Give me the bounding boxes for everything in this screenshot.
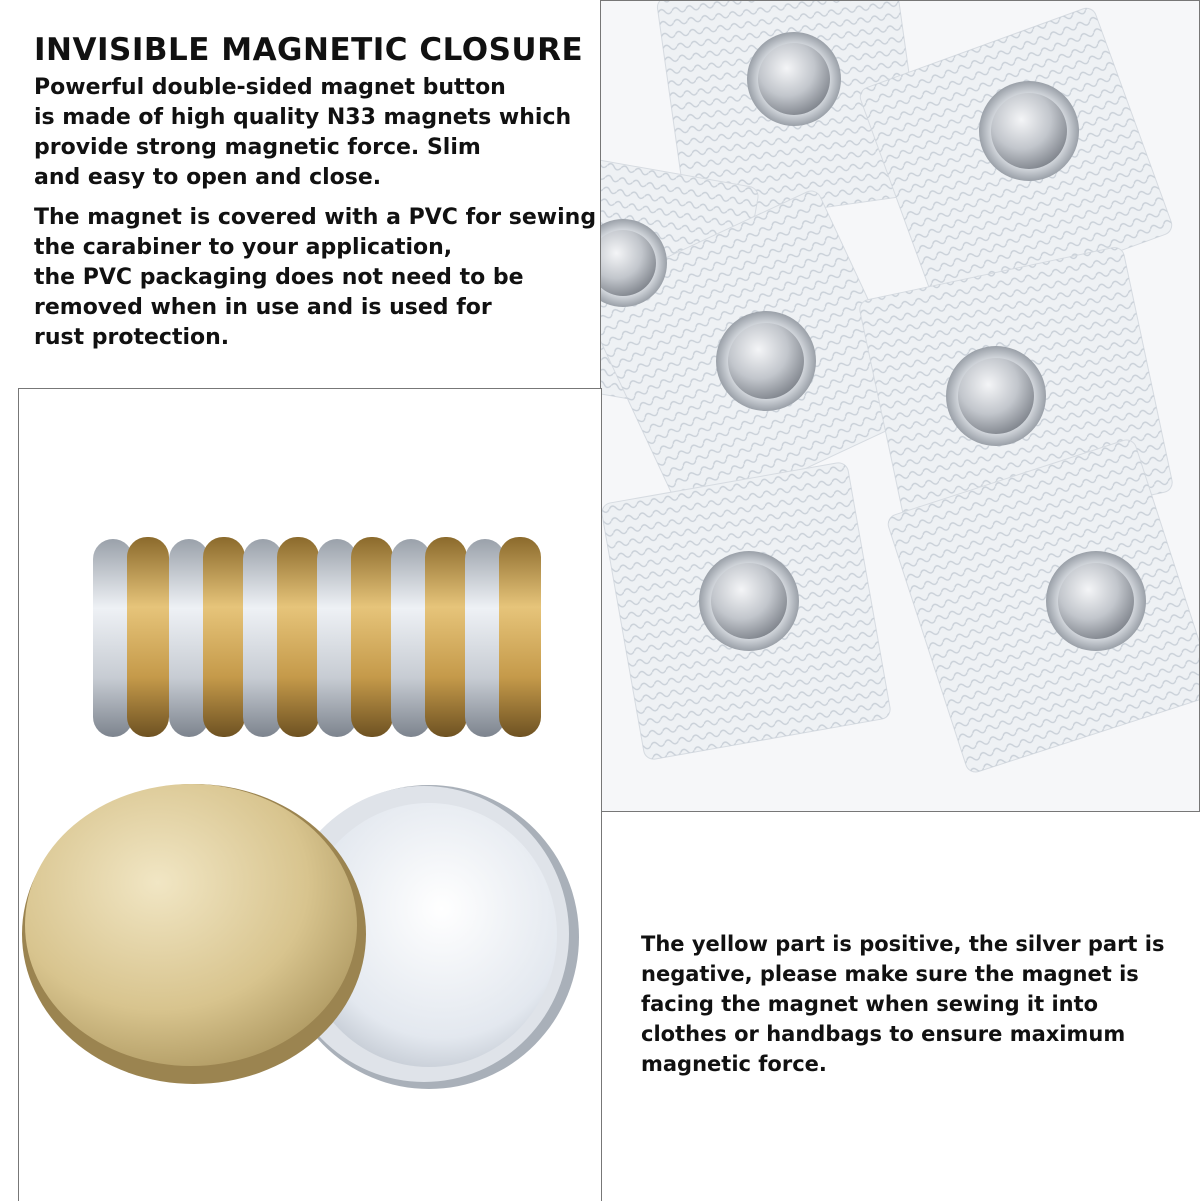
steel-disc [747, 32, 841, 126]
magnet-button-side [93, 537, 169, 737]
steel-disc [946, 346, 1046, 446]
magnet-button-side [465, 537, 541, 737]
steel-disc [979, 81, 1079, 181]
magnet-button-side [391, 537, 467, 737]
polarity-note: The yellow part is positive, the silver part is negative, please make sure the magnet is facing the magnet when sewing it into clothes or handbags to ensure maximum magnetic force. [641, 932, 1165, 1076]
headline: INVISIBLE MAGNETIC CLOSURE [34, 32, 584, 68]
steel-disc [1046, 551, 1146, 651]
description-paragraph-2: The magnet is covered with a PVC for sewing the carabiner to your application, the PVC packaging does not need to be removed when in use and is used for rust protection. [34, 205, 597, 350]
description-paragraph-1: Powerful double-sided magnet button is made of high quality N33 magnets which provide strong magnetic force. Slim and easy to open and close. [34, 75, 572, 190]
magnet-buttons-illustration [19, 389, 601, 1201]
steel-disc [699, 551, 799, 651]
magnet-button-side [243, 537, 319, 737]
pvc-packaged-magnets-photo [600, 0, 1200, 812]
gold-magnet-disc [22, 784, 366, 1084]
pvc-magnets-illustration [601, 1, 1199, 811]
magnet-buttons-photo [18, 388, 602, 1201]
magnet-stack [93, 537, 541, 737]
magnet-button-side [169, 537, 245, 737]
magnet-button-side [317, 537, 393, 737]
steel-disc [716, 311, 816, 411]
